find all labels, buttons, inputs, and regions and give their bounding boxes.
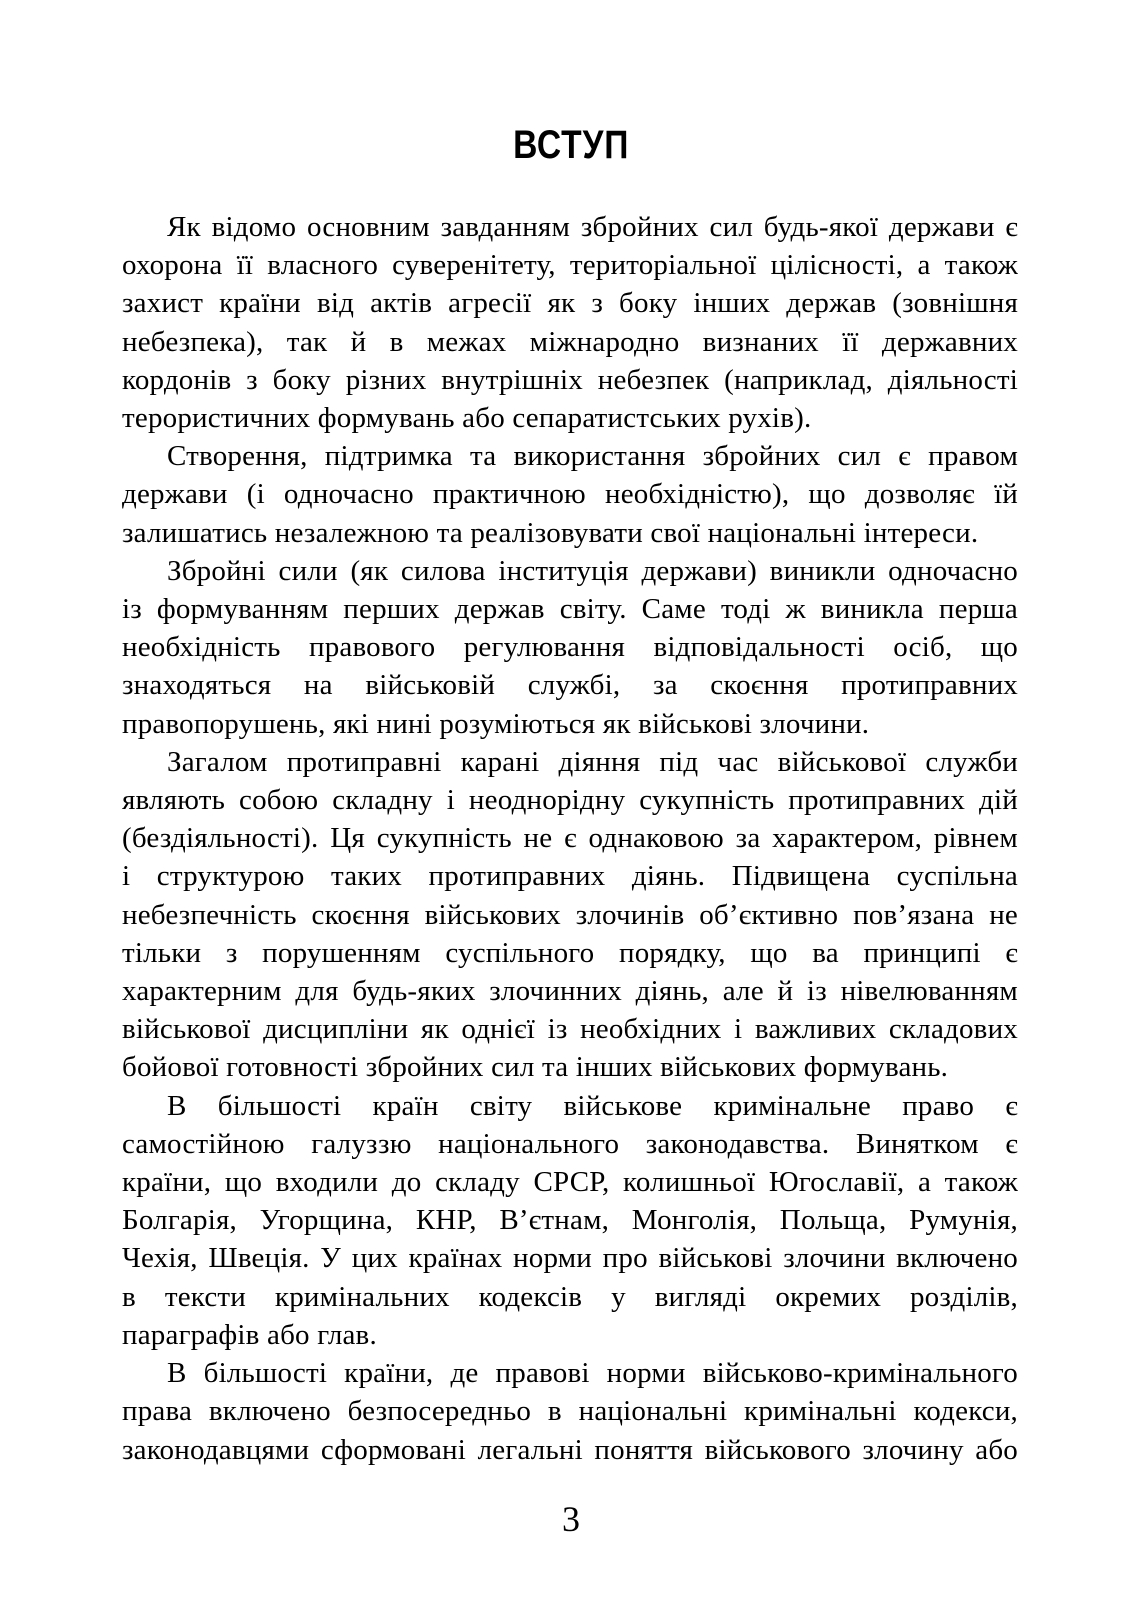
text-line: Збройні сили (як силова інституція держави) виникли одночасно	[167, 554, 1018, 587]
text-line: права включено безпосередньо в національні кримінальні кодекси,	[122, 1395, 1018, 1428]
text-line: правопорушень, які нині розуміються як військові злочини.	[122, 707, 870, 740]
text-line: залишатись незалежною та реалізовувати свої національні інтереси.	[122, 516, 979, 549]
text-line: в тексти кримінальних кодексів у вигляді окремих розділів,	[122, 1280, 1018, 1313]
text-line: параграфів або глав.	[122, 1318, 377, 1351]
text-line: характерним для будь-яких злочинних діянь, але й із нівелюванням	[122, 975, 1018, 1008]
text-line: тільки з порушенням суспільного порядку, що ва принципі є	[122, 936, 1018, 969]
text-line: В більшості країн світу військове кримінальне право є	[167, 1089, 1018, 1122]
text-line: країни, що входили до складу СРСР, колишньої Югославії, а також	[122, 1166, 1018, 1199]
paragraph	[122, 437, 1018, 552]
text-line: В більшості країни, де правові норми військово-кримінального	[167, 1357, 1018, 1390]
text-line: охорона її власного суверенітету, територіальної цілісності, а також	[122, 249, 1018, 282]
paragraph	[122, 1354, 1018, 1469]
text-line: являють собою складну і неоднорідну сукупність протиправних дій	[122, 784, 1018, 817]
text-line: законодавцями сформовані легальні поняття військового злочину або	[122, 1433, 1018, 1466]
text-line: військової дисципліни як однієї із необхідних і важливих складових	[122, 1013, 1018, 1046]
title-area	[0, 0, 1142, 165]
paragraph	[122, 743, 1018, 1087]
text-line: Болгарія, Угорщина, КНР, В’єтнам, Монголія, Польща, Румунія,	[122, 1204, 1018, 1237]
page-title: ВСТУП	[512, 123, 630, 167]
text-line: Чехія, Швеція. У цих країнах норми про військові злочини включено	[122, 1242, 1018, 1275]
text-line: кордонів з боку різних внутрішніх небезпек (наприклад, діяльності	[122, 363, 1018, 396]
text-line: (бездіяльності). Ця сукупність не є однаковою за характером, рівнем	[122, 822, 1018, 855]
paragraph	[122, 552, 1018, 743]
page-number: 3	[562, 1498, 580, 1539]
paragraph	[122, 208, 1018, 437]
text-line: Загалом протиправні карані діяння під час військової служби	[167, 745, 1018, 778]
text-line: захист країни від актів агресії як з боку інших держав (зовнішня	[122, 287, 1018, 320]
text-line: небезпечність скоєння військових злочинів об’єктивно пов’язана не	[122, 898, 1018, 931]
text-line: терористичних формувань або сепаратистських рухів).	[122, 402, 812, 435]
text-line: знаходяться на військовій службі, за скоєння протиправних	[122, 669, 1018, 702]
page-body	[122, 208, 1018, 1469]
paragraph	[122, 1087, 1018, 1354]
text-line: самостійною галуззю національного законодавства. Винятком є	[122, 1127, 1018, 1160]
text-line: бойової готовності збройних сил та інших військових формувань.	[122, 1051, 949, 1084]
text-line: Як відомо основним завданням збройних сил будь-якої держави є	[167, 211, 1018, 243]
text-line: необхідність правового регулювання відповідальності осіб, що	[122, 631, 1018, 664]
text-line: Створення, підтримка та використання збройних сил є правом	[167, 440, 1018, 473]
text-line: із формуванням перших держав світу. Саме тоді ж виникла перша	[122, 593, 1018, 626]
text-line: і структурою таких протиправних діянь. Підвищена суспільна	[122, 860, 1018, 893]
text-line: небезпека), так й в межах міжнародно визнаних її державних	[122, 325, 1018, 358]
text-line: держави (і одночасно практичною необхідністю), що дозволяє їй	[122, 478, 1018, 511]
